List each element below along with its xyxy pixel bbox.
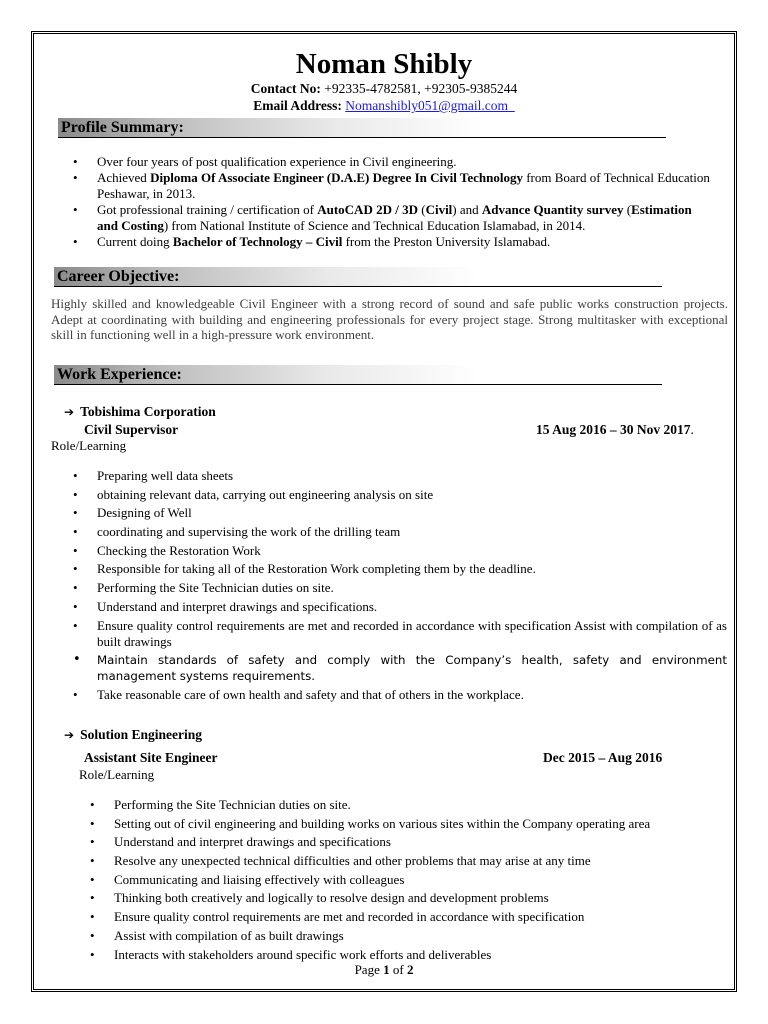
profile-summary-heading: Profile Summary:	[58, 118, 666, 138]
job-duty-item: • Thinking both creatively and logically to resolve design and development problems	[54, 890, 726, 906]
profile-summary-text: Civil	[425, 202, 453, 217]
job-duty-item: • Maintain standards of safety and comply with the Company’s health, safety and environment management systems requirements.	[51, 652, 727, 684]
contact-label: Contact No:	[250, 81, 321, 96]
profile-summary-text: Estimation and Costing	[97, 202, 692, 233]
profile-summary-text: Achieved	[97, 170, 151, 185]
profile-summary-text: from Board of Technical Education Peshawar, in 2013.	[97, 170, 710, 201]
work-experience-heading: Work Experience:	[54, 365, 662, 385]
role-learning-label: Role/Learning	[79, 767, 155, 782]
email-link[interactable]: Nomanshibly051@gmail.com	[345, 98, 509, 113]
profile-summary-item	[51, 234, 713, 250]
career-objective-text: Highly skilled and knowledgeable Civil Engineer with a strong record of sound and safe public works construction projects. Adept at coordinating with building and engineering professionals for every project stage. Strong multitasker with exceptional skill in functioning well in a high-pressure work environment.	[51, 296, 728, 342]
job-duty-item: • Resolve any unexpected technical difficulties and other problems that may arise at any time	[54, 853, 726, 869]
job-company	[64, 404, 216, 420]
job-duty-item: • Understand and interpret drawings and specifications	[54, 834, 726, 850]
profile-summary-text: Current doing	[97, 234, 173, 249]
profile-summary-text: Got professional training / certification of	[97, 202, 318, 217]
of-word: of	[392, 962, 404, 977]
page-border	[31, 31, 737, 992]
profile-summary-text: Over four years of post qualification experience in Civil engineering.	[97, 154, 457, 169]
job-duty-item: • Understand and interpret drawings and specifications.	[51, 599, 727, 615]
job-duty-item: • Assist with compilation of as built drawings	[54, 928, 726, 944]
profile-summary-text: ) from National Institute of Science and Technical Education Islamabad, in 2014.	[163, 218, 586, 233]
email-line	[34, 98, 734, 114]
profile-summary-text: AutoCAD 2D / 3D	[317, 202, 418, 217]
job-duty-item: • Performing the Site Technician duties on site.	[51, 580, 727, 596]
job-duty-item: • Performing the Site Technician duties on site.	[54, 797, 726, 813]
page-word: Page	[354, 962, 380, 977]
profile-summary-text: Advance Quantity survey	[481, 202, 624, 217]
job-duty-item: • Preparing well data sheets	[51, 468, 727, 484]
job-dates-text: Dec 2015 – Aug 2016	[543, 750, 663, 765]
job-dates-text: 15 Aug 2016 – 30 Nov 2017	[536, 422, 691, 437]
email-label: Email Address:	[253, 98, 342, 113]
page-footer	[34, 962, 734, 978]
arrow-right-icon: ➔	[64, 728, 75, 742]
job-duty-item: • Ensure quality control requirements are met and recorded in accordance with specification	[54, 909, 726, 925]
contact-value: +92335-4782581, +92305-9385244	[324, 81, 518, 96]
page-number: 1	[383, 962, 390, 977]
job-duty-item: • Communicating and liaising effectively with colleagues	[54, 872, 726, 888]
job-duty-item: • Responsible for taking all of the Restoration Work completing them by the deadline.	[51, 561, 727, 577]
job-dates-suffix: .	[690, 422, 694, 437]
job-duties-list	[51, 468, 727, 706]
page-total: 2	[406, 962, 414, 977]
job-role: Civil Supervisor	[84, 422, 179, 437]
candidate-name: Noman Shibly	[295, 48, 473, 80]
profile-summary-text: (	[417, 202, 426, 217]
job-duty-item: • Setting out of civil engineering and building works on various sites within the Company operating area	[54, 816, 726, 832]
job-duty-item: • Take reasonable care of own health and safety and that of others in the workplace.	[51, 687, 727, 703]
role-learning-label: Role/Learning	[51, 438, 127, 453]
arrow-right-icon: ➔	[64, 405, 75, 419]
profile-summary-text: ) and	[452, 202, 482, 217]
resume-page	[34, 34, 734, 989]
profile-summary-item	[51, 202, 713, 234]
job-dates	[543, 750, 662, 766]
company-name: Tobishima Corporation	[80, 404, 216, 419]
career-objective-heading: Career Objective:	[54, 267, 662, 287]
company-name: Solution Engineering	[80, 727, 202, 742]
profile-summary-text: Diploma Of Associate Engineer (D.A.E) Degree In Civil Technology	[150, 170, 523, 185]
job-duty-item: • Checking the Restoration Work	[51, 543, 727, 559]
job-duties-list	[54, 797, 726, 965]
profile-summary-item	[51, 154, 713, 170]
contact-line	[34, 81, 734, 97]
profile-summary-item	[51, 170, 713, 202]
job-duty-item: • Interacts with stakeholders around specific work efforts and deliverables	[54, 947, 726, 963]
profile-summary-text: from the Preston University Islamabad.	[342, 234, 551, 249]
job-role: Assistant Site Engineer	[84, 750, 218, 765]
profile-summary-list	[51, 154, 713, 250]
job-company	[64, 727, 202, 743]
job-duty-item: • coordinating and supervising the work of the drilling team	[51, 524, 727, 540]
job-dates	[536, 422, 694, 438]
job-duty-item: • Ensure quality control requirements are met and recorded in accordance with specification Assist with compilation of as built drawings	[51, 618, 727, 650]
profile-summary-text: Bachelor of Technology – Civil	[172, 234, 343, 249]
job-duty-item: • Designing of Well	[51, 505, 727, 521]
profile-summary-text: (	[623, 202, 632, 217]
job-duty-item: • obtaining relevant data, carrying out engineering analysis on site	[51, 487, 727, 503]
